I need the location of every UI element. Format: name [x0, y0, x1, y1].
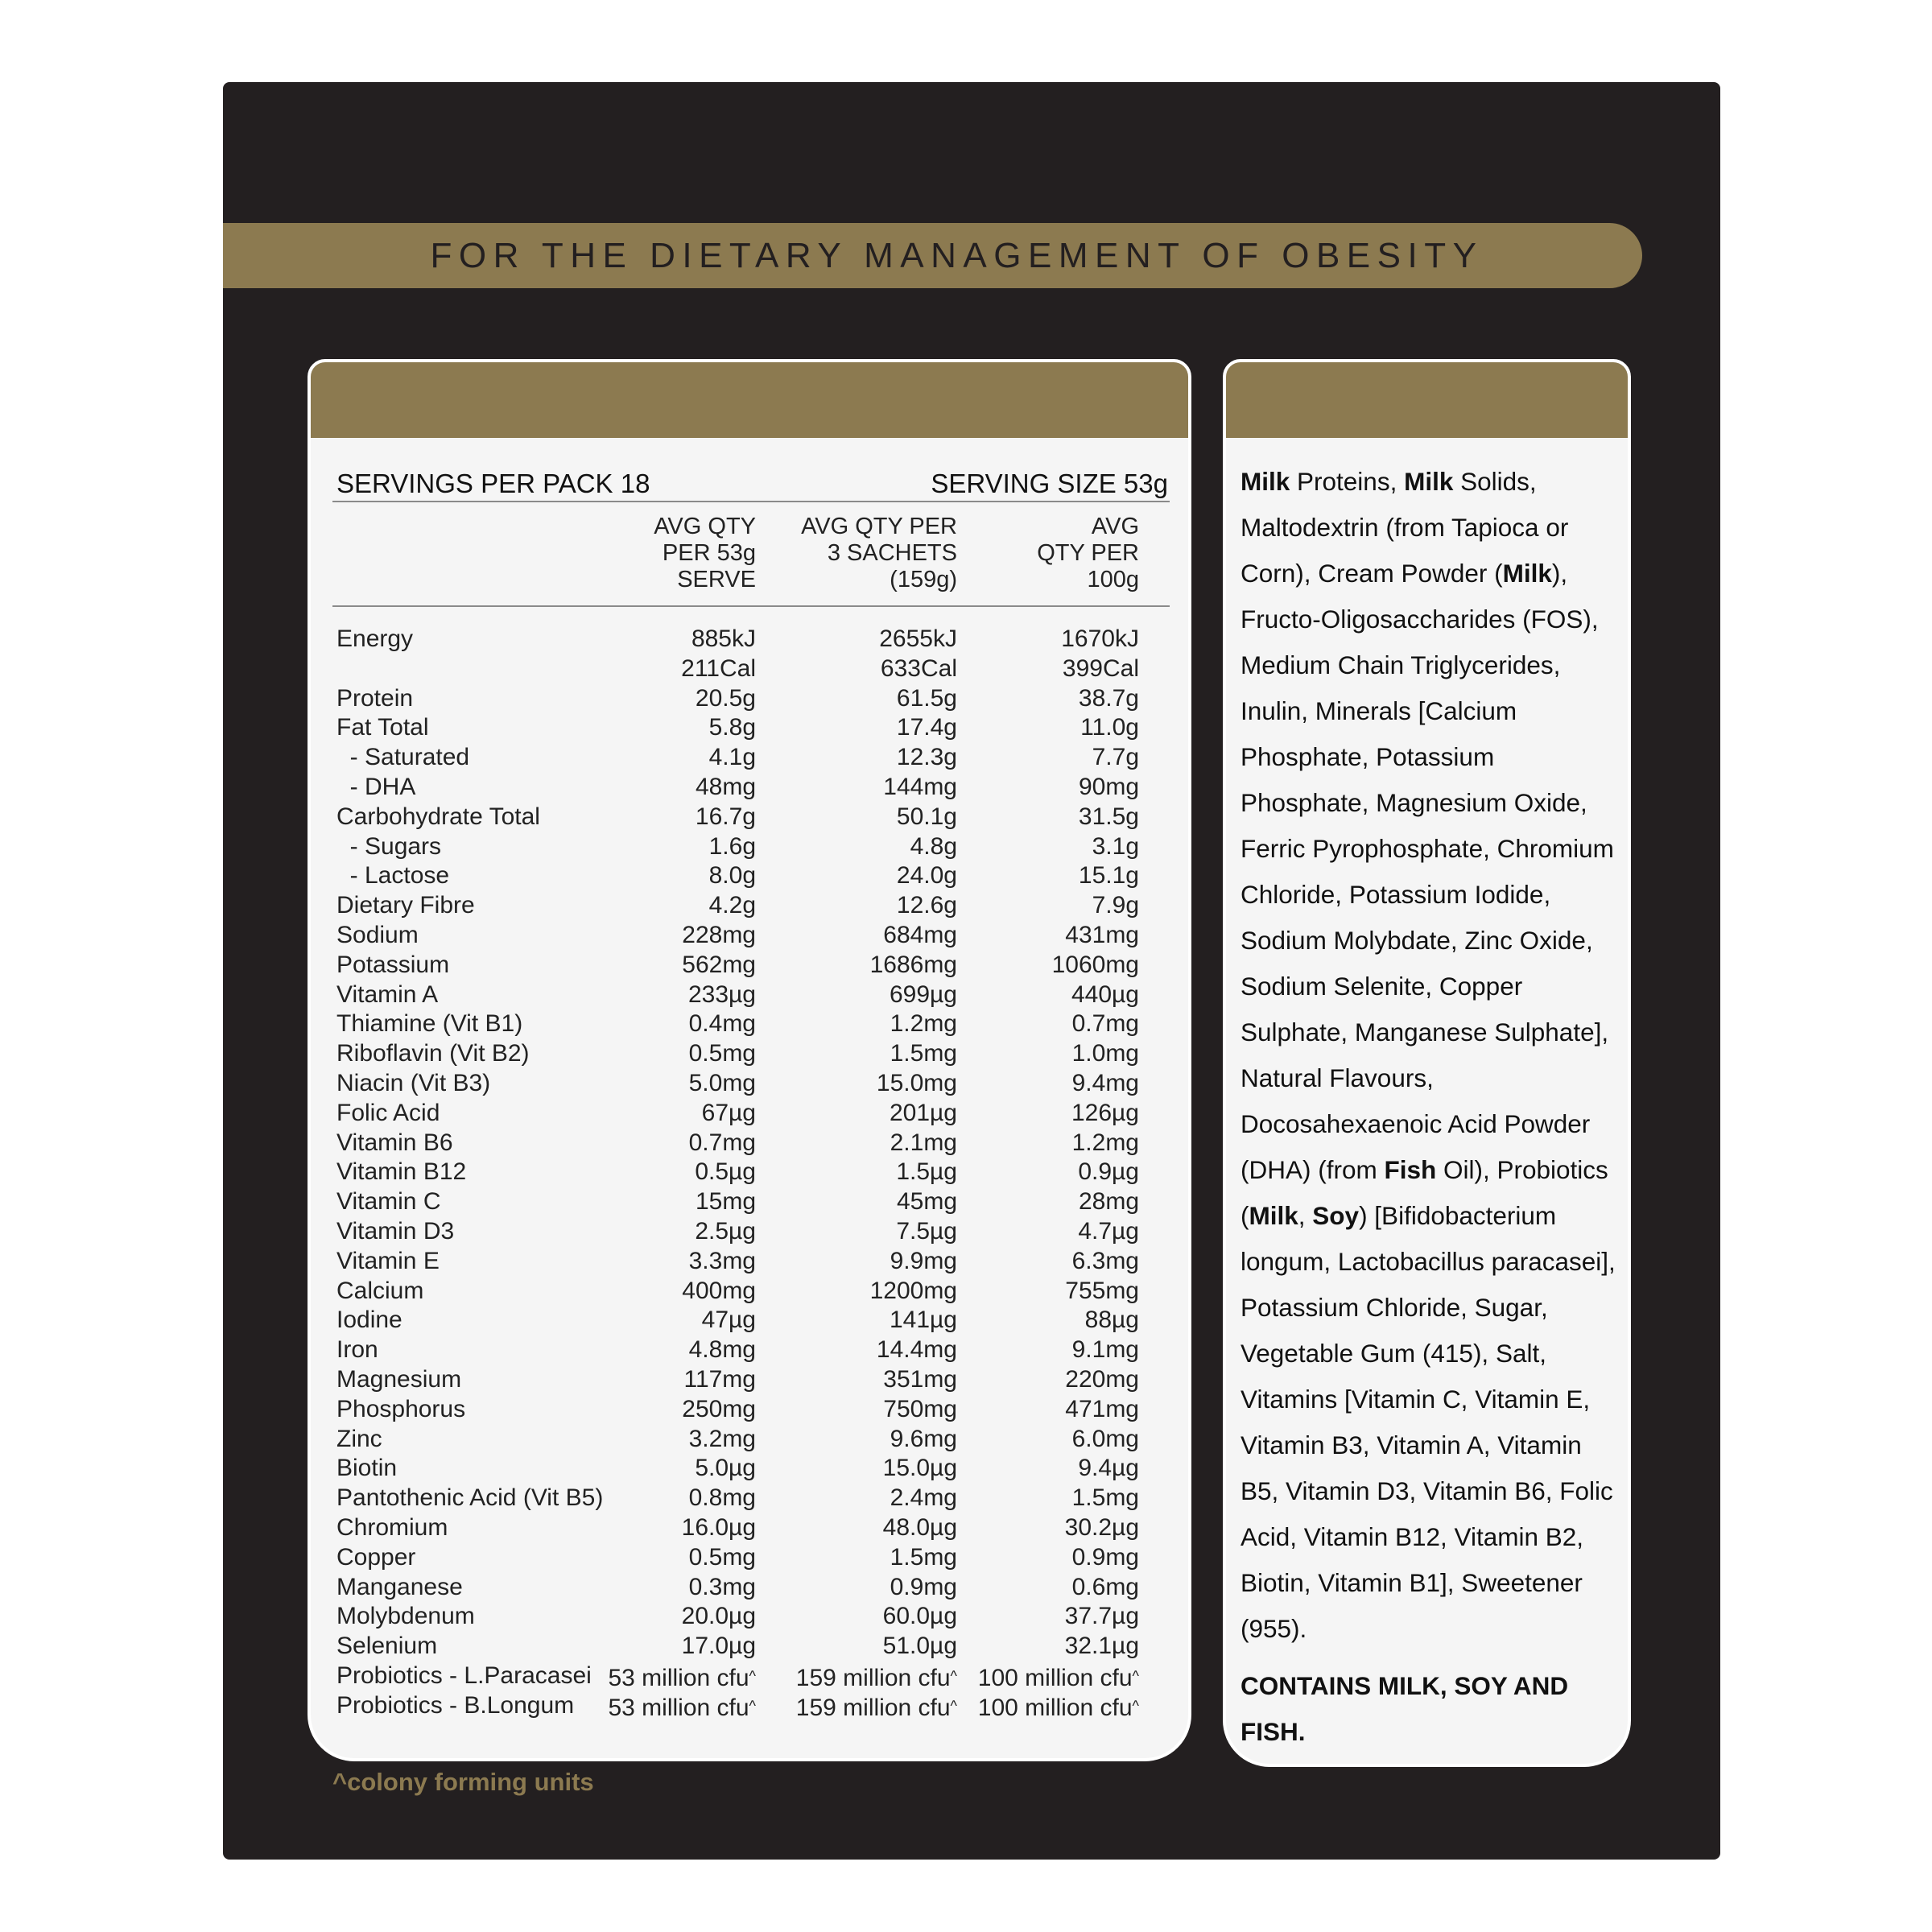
value-per-serve: 0.5mg: [688, 1040, 756, 1067]
value-per-serve: 48mg: [695, 773, 756, 800]
table-row: [332, 743, 1170, 773]
value-per-serve: 2.5µg: [695, 1217, 756, 1245]
nutrient-name: Iodine: [336, 1307, 402, 1334]
value-per-serve: 0.4mg: [688, 1010, 756, 1038]
value-per-3-sachets: 1.2mg: [890, 1010, 957, 1038]
allergen-word: Milk: [1404, 467, 1454, 496]
nutrient-name: Protein: [336, 684, 414, 712]
ingredients-panel: [1223, 359, 1631, 1767]
table-row: [332, 1691, 1170, 1721]
nutrient-name: Thiamine (Vit B1): [336, 1010, 523, 1038]
value-per-100g: 3.1g: [1092, 832, 1139, 860]
table-row: [332, 1129, 1170, 1158]
table-row: [332, 1543, 1170, 1573]
nutrition-panel-header-bar: [311, 362, 1188, 438]
table-row: [332, 1217, 1170, 1247]
allergen-statement: CONTAINS MILK, SOY AND FISH.: [1241, 1671, 1569, 1746]
value-per-3-sachets: 60.0µg: [882, 1603, 957, 1630]
column-header-per-3-sachets: AVG QTY PER 3 SACHETS (159g): [801, 514, 957, 592]
table-row: [332, 1009, 1170, 1039]
value-per-3-sachets: 141µg: [889, 1307, 957, 1334]
value-per-serve: 53 million cfu^: [608, 1664, 756, 1691]
value-per-100g: 90mg: [1078, 773, 1139, 800]
value-per-serve: 4.1g: [708, 744, 756, 771]
table-row: [332, 1484, 1170, 1513]
value-per-3-sachets: 9.6mg: [890, 1425, 957, 1452]
value-per-100g: 0.9mg: [1071, 1543, 1139, 1571]
value-per-3-sachets: 48.0µg: [882, 1513, 957, 1541]
ingredients-list: [1241, 459, 1619, 1652]
table-row: [332, 1365, 1170, 1395]
value-per-100g: 31.5g: [1078, 803, 1139, 830]
nutrient-name: Carbohydrate Total: [336, 803, 540, 830]
nutrient-name: Phosphorus: [336, 1395, 466, 1422]
value-per-3-sachets: 1.5µg: [896, 1158, 957, 1186]
value-per-3-sachets: 51.0µg: [882, 1633, 957, 1660]
value-per-serve: 117mg: [683, 1365, 756, 1393]
column-headers: [332, 502, 1170, 605]
value-per-3-sachets: 45mg: [896, 1188, 957, 1216]
value-per-serve: 17.0µg: [681, 1633, 756, 1660]
value-per-100g: 126µg: [1071, 1099, 1139, 1126]
value-per-serve: 228mg: [682, 921, 756, 948]
ingredient-text: Proteins,: [1290, 467, 1405, 496]
value-per-serve: 0.8mg: [688, 1484, 756, 1512]
value-per-100g: 28mg: [1078, 1188, 1139, 1216]
value-per-3-sachets: 17.4g: [896, 714, 957, 741]
ingredient-text: ), Fructo-Oligosaccharides (FOS), Medium Chain Triglycerides, Inulin, Minerals [Calcium Phosphate, Potassium Phosphate, Magnesium Oxide, Ferric Pyrophosphate, Chromium Chloride, Potassium Iodide, Sodium Molybdate, Zinc Oxide, Sodium Selenite, Copper Sulphate, Manganese Sulphate], Natural Flavours, Docosahexaenoic Acid Powder (DHA) (from: [1241, 559, 1614, 1184]
nutrient-name: Biotin: [336, 1455, 398, 1482]
value-per-serve: 20.5g: [695, 684, 756, 712]
nutrient-name: Copper: [336, 1543, 416, 1571]
value-per-100g: 32.1µg: [1064, 1633, 1139, 1660]
value-per-100g: 0.9µg: [1078, 1158, 1139, 1186]
allergen-word: Soy: [1312, 1201, 1360, 1230]
serving-info: [332, 465, 1170, 501]
value-per-serve: 4.8mg: [688, 1336, 756, 1364]
nutrient-name: Vitamin B12: [336, 1158, 467, 1186]
nutrient-name: Fat Total: [336, 714, 429, 741]
table-row: [332, 921, 1170, 951]
ingredient-text: Oil), Probiotics (: [1241, 1155, 1608, 1230]
value-per-100g: 9.4µg: [1078, 1455, 1139, 1482]
nutrient-name: - Saturated: [336, 744, 470, 771]
value-per-3-sachets: 4.8g: [910, 832, 957, 860]
value-per-serve: 250mg: [682, 1395, 756, 1422]
value-per-serve: 8.0g: [708, 862, 756, 890]
value-per-3-sachets: 12.3g: [896, 744, 957, 771]
column-header-per-100g: AVG QTY PER 100g: [1037, 514, 1139, 592]
value-per-serve: 0.5µg: [695, 1158, 756, 1186]
value-per-3-sachets: 12.6g: [896, 892, 957, 919]
value-per-3-sachets: 24.0g: [896, 862, 957, 890]
nutrient-name: Riboflavin (Vit B2): [336, 1040, 530, 1067]
value-per-3-sachets: 0.9mg: [890, 1573, 957, 1600]
value-per-3-sachets: 2.4mg: [890, 1484, 957, 1512]
value-per-3-sachets: 159 million cfu^: [795, 1694, 957, 1721]
serving-size: SERVING SIZE 53g: [931, 469, 1168, 498]
value-per-3-sachets: 14.4mg: [876, 1336, 957, 1364]
nutrient-name: Dietary Fibre: [336, 892, 475, 919]
allergen-word: Milk: [1249, 1201, 1298, 1230]
value-per-3-sachets: 1200mg: [869, 1277, 957, 1304]
value-per-100g: 0.7mg: [1071, 1010, 1139, 1038]
value-per-100g: 100 million cfu^: [977, 1664, 1139, 1691]
nutrient-name: Energy: [336, 625, 414, 652]
value-per-3-sachets: 750mg: [883, 1395, 957, 1422]
ingredient-text: ,: [1298, 1201, 1313, 1230]
nutrient-name: Molybdenum: [336, 1603, 475, 1630]
table-row: [332, 1602, 1170, 1632]
allergen-word: Fish: [1384, 1155, 1437, 1184]
ingredients-panel-header-bar: [1226, 362, 1628, 438]
value-per-100g: 15.1g: [1078, 862, 1139, 890]
value-per-100g: 38.7g: [1078, 684, 1139, 712]
value-per-100g: 7.9g: [1092, 892, 1139, 919]
value-per-serve: 67µg: [701, 1099, 756, 1126]
banner: [223, 223, 1642, 288]
table-row: [332, 773, 1170, 803]
nutrient-name: Niacin (Vit B3): [336, 1069, 491, 1096]
value-per-100g: 6.0mg: [1071, 1425, 1139, 1452]
value-per-100g: 9.1mg: [1071, 1336, 1139, 1364]
value-per-serve: 15mg: [695, 1188, 756, 1216]
value-per-3-sachets: 7.5µg: [896, 1217, 957, 1245]
nutrient-name: Vitamin D3: [336, 1217, 455, 1245]
value-per-serve: 0.7mg: [688, 1129, 756, 1156]
value-per-3-sachets: 2.1mg: [890, 1129, 957, 1156]
nutrient-name: Zinc: [336, 1425, 382, 1452]
value-per-serve: 20.0µg: [681, 1603, 756, 1630]
value-per-100g: 1.5mg: [1071, 1484, 1139, 1512]
value-per-100g: 100 million cfu^: [977, 1694, 1139, 1721]
table-row: [332, 1632, 1170, 1662]
table-row: [332, 1039, 1170, 1069]
nutrient-name: Probiotics - B.Longum: [336, 1691, 575, 1719]
nutrient-name: Selenium: [336, 1633, 438, 1660]
value-per-100g: 4.7µg: [1078, 1217, 1139, 1245]
value-per-3-sachets: 2655kJ 633Cal: [879, 625, 957, 682]
nutrient-name: Probiotics - L.Paracasei: [336, 1662, 592, 1689]
value-per-100g: 30.2µg: [1064, 1513, 1139, 1541]
table-row: [332, 1069, 1170, 1099]
nutrient-name: Chromium: [336, 1513, 448, 1541]
value-per-100g: 1.0mg: [1071, 1040, 1139, 1067]
nutrient-name: - Sugars: [336, 832, 442, 860]
allergen-word: Milk: [1241, 467, 1290, 496]
value-per-serve: 0.5mg: [688, 1543, 756, 1571]
value-per-serve: 0.3mg: [688, 1573, 756, 1600]
nutrient-name: - DHA: [336, 773, 416, 800]
value-per-100g: 1670kJ 399Cal: [1061, 625, 1139, 682]
value-per-3-sachets: 15.0mg: [876, 1069, 957, 1096]
nutrient-name: Magnesium: [336, 1365, 462, 1393]
table-row: [332, 1187, 1170, 1217]
value-per-100g: 88µg: [1084, 1307, 1139, 1334]
nutrient-name: - Lactose: [336, 862, 450, 890]
value-per-serve: 1.6g: [708, 832, 756, 860]
nutrient-name: Potassium: [336, 951, 450, 978]
table-row: [332, 1158, 1170, 1187]
value-per-serve: 885kJ 211Cal: [681, 625, 756, 682]
value-per-3-sachets: 61.5g: [896, 684, 957, 712]
value-per-serve: 53 million cfu^: [608, 1694, 756, 1721]
nutrient-name: Calcium: [336, 1277, 424, 1304]
value-per-serve: 47µg: [701, 1307, 756, 1334]
value-per-3-sachets: 50.1g: [896, 803, 957, 830]
table-row: [332, 1513, 1170, 1543]
table-row: [332, 684, 1170, 714]
ingredients-text: [1241, 459, 1619, 1755]
table-row: [332, 861, 1170, 891]
value-per-100g: 431mg: [1065, 921, 1139, 948]
ingredient-text: Solids, Maltodextrin (from Tapioca or Corn), Cream Powder (: [1241, 467, 1569, 588]
value-per-serve: 5.0µg: [695, 1455, 756, 1482]
value-per-3-sachets: 1686mg: [869, 951, 957, 978]
table-row: [332, 1277, 1170, 1307]
value-per-100g: 11.0g: [1080, 714, 1139, 741]
value-per-serve: 233µg: [687, 980, 756, 1008]
nutrient-name: Manganese: [336, 1573, 463, 1600]
value-per-serve: 5.0mg: [688, 1069, 756, 1096]
nutrient-name: Sodium: [336, 921, 419, 948]
table-row: [332, 1335, 1170, 1365]
table-row: [332, 980, 1170, 1010]
table-row: [332, 1306, 1170, 1335]
nutrient-name: Vitamin E: [336, 1247, 440, 1274]
value-per-100g: 471mg: [1065, 1395, 1139, 1422]
nutrition-panel: [308, 359, 1191, 1761]
value-per-serve: 4.2g: [708, 892, 756, 919]
value-per-3-sachets: 684mg: [883, 921, 957, 948]
banner-text: FOR THE DIETARY MANAGEMENT OF OBESITY: [430, 235, 1484, 275]
value-per-100g: 37.7µg: [1064, 1603, 1139, 1630]
allergen-word: Milk: [1502, 559, 1552, 588]
table-row: [332, 832, 1170, 862]
value-per-serve: 16.0µg: [681, 1513, 756, 1541]
servings-per-pack: SERVINGS PER PACK 18: [336, 469, 650, 498]
table-row: [332, 1662, 1170, 1691]
nutrient-name: Pantothenic Acid (Vit B5): [336, 1484, 604, 1512]
table-row: [332, 951, 1170, 980]
divider: [332, 605, 1170, 607]
table-row: [332, 891, 1170, 921]
value-per-3-sachets: 351mg: [883, 1365, 957, 1393]
value-per-3-sachets: 201µg: [889, 1099, 957, 1126]
table-row: [332, 713, 1170, 743]
table-row: [332, 625, 1170, 684]
value-per-serve: 3.3mg: [688, 1247, 756, 1274]
nutrient-name: Vitamin B6: [336, 1129, 453, 1156]
value-per-3-sachets: 15.0µg: [882, 1455, 957, 1482]
value-per-100g: 7.7g: [1092, 744, 1139, 771]
column-header-per-serve: AVG QTY PER 53g SERVE: [654, 514, 756, 592]
value-per-100g: 1060mg: [1051, 951, 1139, 978]
table-row: [332, 1454, 1170, 1484]
value-per-100g: 9.4mg: [1071, 1069, 1139, 1096]
value-per-serve: 400mg: [682, 1277, 756, 1304]
value-per-serve: 3.2mg: [688, 1425, 756, 1452]
ingredient-text: ) [Bifidobacterium longum, Lactobacillus paracasei], Potassium Chloride, Sugar, Vegetable Gum (415), Salt, Vitamins [Vitamin C, Vitamin E, Vitamin B3, Vitamin A, Vitamin B5, Vitamin D3, Vitamin B6, Folic Acid, Vitamin B12, Vitamin B2, Biotin, Vitamin B1], Sweetener (955).: [1241, 1201, 1616, 1643]
nutrition-rows: [332, 625, 1170, 1720]
table-row: [332, 1425, 1170, 1455]
value-per-serve: 16.7g: [695, 803, 756, 830]
value-per-serve: 5.8g: [708, 714, 756, 741]
value-per-3-sachets: 699µg: [889, 980, 957, 1008]
value-per-100g: 1.2mg: [1071, 1129, 1139, 1156]
value-per-3-sachets: 1.5mg: [890, 1543, 957, 1571]
value-per-100g: 0.6mg: [1071, 1573, 1139, 1600]
value-per-100g: 6.3mg: [1071, 1247, 1139, 1274]
table-row: [332, 1099, 1170, 1129]
nutrient-name: Vitamin A: [336, 980, 439, 1008]
value-per-3-sachets: 9.9mg: [890, 1247, 957, 1274]
table-row: [332, 1247, 1170, 1277]
nutrient-name: Vitamin C: [336, 1188, 441, 1216]
value-per-serve: 562mg: [682, 951, 756, 978]
value-per-3-sachets: 1.5mg: [890, 1040, 957, 1067]
footnote: ^colony forming units: [332, 1768, 594, 1796]
table-row: [332, 1395, 1170, 1425]
value-per-3-sachets: 159 million cfu^: [795, 1664, 957, 1691]
table-row: [332, 1573, 1170, 1603]
nutrient-name: Iron: [336, 1336, 378, 1364]
value-per-100g: 440µg: [1071, 980, 1139, 1008]
value-per-100g: 220mg: [1065, 1365, 1139, 1393]
nutrient-name: Folic Acid: [336, 1099, 440, 1126]
value-per-3-sachets: 144mg: [883, 773, 957, 800]
table-row: [332, 803, 1170, 832]
value-per-100g: 755mg: [1065, 1277, 1139, 1304]
